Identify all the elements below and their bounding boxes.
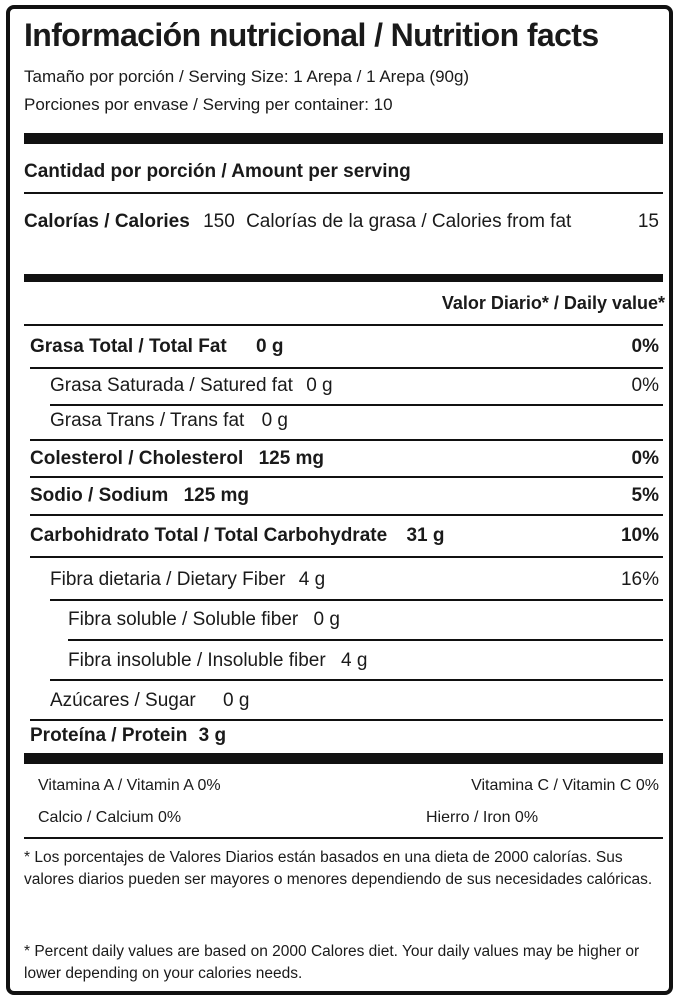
divider [30,439,663,441]
nutrient-amount: 4 g [298,569,326,590]
nutrient-label: Grasa Trans / Trans fat [50,410,245,431]
nutrient-amount: 0 g [313,609,340,630]
nutrient-label: Grasa Total / Total Fat [30,336,227,357]
nutrient-amount: 125 mg [183,485,250,506]
nutrient-amount: 0 g [306,375,333,396]
divider [30,556,663,558]
vitamin-a: Vitamina A / Vitamin A 0% [38,777,221,794]
nutrient-amount: 4 g [340,650,368,671]
calcium: Calcio / Calcium 0% [38,809,182,826]
divider [50,599,663,601]
nutrient-label: Fibra dietaria / Dietary Fiber [50,569,286,590]
nutrient-row-sugar [50,690,659,712]
nutrient-amount: 0 g [223,690,250,711]
nutrient-row-insoluble-fiber [68,650,659,672]
nutrient-label: Sodio / Sodium [30,485,169,506]
calories-from-fat-label: Calorías de la grasa / Calories from fat [246,211,572,232]
amount-per-serving: Cantidad por porción / Amount per serving [24,161,411,182]
daily-value-header: Valor Diario* / Daily value* [441,293,665,313]
nutrient-amount: 0 g [256,336,284,357]
thick-divider [24,274,663,282]
divider [24,324,663,326]
nutrient-row-dietary-fiber [50,569,659,591]
iron: Hierro / Iron 0% [426,809,539,826]
nutrient-row-saturated-fat [50,375,659,397]
nutrient-row-trans-fat [50,410,659,432]
nutrient-label: Fibra soluble / Soluble fiber [68,609,299,630]
servings-per-container: Porciones por envase / Serving per container: 10 [24,95,393,114]
thick-divider [24,753,663,764]
nutrient-label: Colesterol / Cholesterol [30,448,244,469]
nutrient-daily-value: 10% [620,525,659,546]
divider [30,476,663,478]
nutrient-row-total-fat [30,336,659,358]
nutrient-amount: 0 g [261,410,288,431]
footnote-english: * Percent daily values are based on 2000 Calores diet. Your daily values may be higher or lower depending on your calories needs. [24,943,640,982]
nutrient-label: Proteína / Protein [30,725,188,746]
calories-from-fat-value: 15 [637,211,659,232]
divider [24,837,663,839]
nutrient-amount: 31 g [406,525,445,546]
calories-row [24,211,571,233]
nutrient-daily-value: 0% [631,336,659,357]
nutrient-row-cholesterol [30,448,659,470]
divider [50,679,663,681]
divider [50,404,663,406]
nutrient-row-sodium [30,485,659,507]
divider [24,192,663,194]
thick-divider [24,133,663,144]
nutrient-amount: 125 mg [258,448,325,469]
nutrient-amount: 3 g [198,725,227,746]
nutrient-row-soluble-fiber [68,609,659,631]
footnote-spanish: * Los porcentajes de Valores Diarios están basados en una dieta de 2000 calorías. Sus valores diarios pueden ser mayores o menores dependiendo de sus necesidades calóricas. [24,849,653,888]
nutrient-daily-value: 0% [631,375,659,396]
vitamin-c: Vitamina C / Vitamin C 0% [471,777,659,794]
nutrient-row-carbohydrate [30,525,659,547]
calories-value: 150 [203,211,235,232]
nutrient-daily-value: 0% [631,448,659,469]
nutrient-label: Azúcares / Sugar [50,690,196,711]
label-title: Información nutricional / Nutrition facts [24,17,599,53]
nutrition-facts-label [6,5,673,995]
nutrient-label: Grasa Saturada / Satured fat [50,375,293,396]
nutrient-daily-value: 5% [631,485,659,506]
nutrient-daily-value: 16% [620,569,659,590]
calories-label: Calorías / Calories [24,211,190,232]
divider [30,367,663,369]
divider [30,719,663,721]
divider [30,514,663,516]
serving-size: Tamaño por porción / Serving Size: 1 Arepa / 1 Arepa (90g) [24,67,470,86]
nutrient-label: Fibra insoluble / Insoluble fiber [68,650,326,671]
nutrient-row-protein [30,725,659,747]
nutrient-label: Carbohidrato Total / Total Carbohydrate [30,525,388,546]
divider [68,639,663,641]
